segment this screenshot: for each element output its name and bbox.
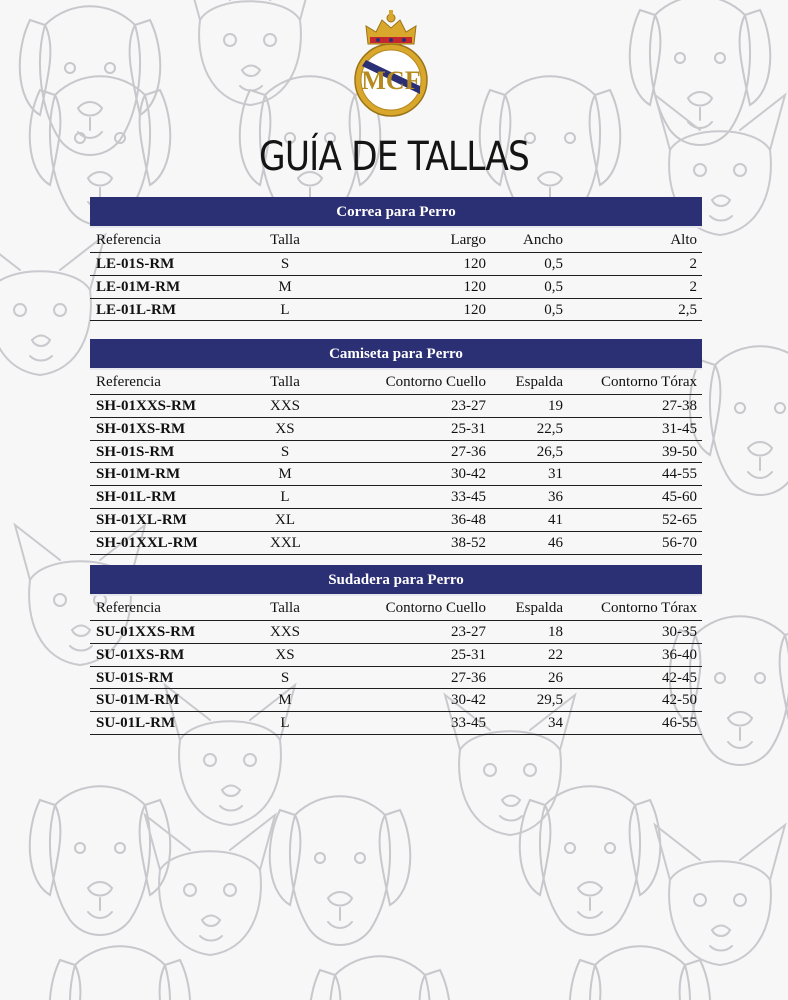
cell-cuello: 23-27	[451, 624, 486, 640]
cell-torax: 44-55	[662, 466, 697, 483]
cell-ancho: 0,5	[544, 256, 563, 272]
table-row	[90, 276, 702, 299]
header-contorno-torax: Contorno Tórax	[601, 600, 697, 616]
club-crest-logo	[352, 10, 430, 118]
cell-ref: LE-01S-RM	[96, 256, 175, 272]
cell-espalda: 19	[548, 398, 563, 414]
cell-espalda: 26	[548, 669, 563, 686]
cell-talla: S	[280, 443, 290, 460]
cell-ref: SH-01XXL-RM	[96, 534, 198, 551]
cell-espalda: 29,5	[536, 692, 563, 709]
table-row	[90, 253, 702, 276]
cell-talla: S	[280, 256, 290, 272]
cell-torax: 42-45	[662, 669, 697, 686]
header-talla: Talla	[270, 374, 300, 390]
cell-cuello: 36-48	[451, 511, 486, 528]
table-row	[90, 532, 702, 555]
cell-ref: SU-01XXS-RM	[96, 624, 196, 640]
table-sudadera	[90, 565, 702, 735]
cell-ref: SH-01S-RM	[96, 443, 175, 460]
cell-espalda: 34	[548, 715, 563, 732]
cell-espalda: 36	[548, 489, 563, 506]
cell-cuello: 30-42	[451, 466, 486, 483]
cell-alto: 2,5	[678, 301, 697, 318]
cell-largo: 120	[463, 278, 486, 295]
cell-torax: 56-70	[662, 534, 697, 551]
header-referencia: Referencia	[96, 600, 161, 616]
header-ancho: Ancho	[523, 232, 563, 248]
cell-ref: SH-01L-RM	[96, 489, 176, 506]
cell-ref: SH-01XL-RM	[96, 511, 187, 528]
table-row	[90, 441, 702, 464]
svg-text:MCF: MCF	[361, 66, 421, 95]
table-title: Camiseta para Perro	[90, 339, 702, 370]
cell-cuello: 30-42	[451, 692, 486, 709]
table-row	[90, 667, 702, 690]
table-header-row	[90, 370, 702, 395]
cell-largo: 120	[463, 301, 486, 318]
table-row	[90, 395, 702, 418]
cell-torax: 31-45	[662, 420, 697, 437]
cell-talla: XS	[275, 420, 295, 437]
cell-cuello: 33-45	[451, 489, 486, 506]
cell-ancho: 0,5	[544, 278, 563, 295]
cell-espalda: 41	[548, 511, 563, 528]
header-alto: Alto	[670, 232, 697, 248]
cell-torax: 39-50	[662, 443, 697, 460]
cell-ref: SH-01XXS-RM	[96, 398, 196, 414]
cell-ref: SU-01L-RM	[96, 715, 176, 732]
cell-torax: 45-60	[662, 489, 697, 506]
table-row	[90, 644, 702, 667]
cell-talla: L	[280, 489, 290, 506]
table-header-row	[90, 228, 702, 253]
cell-talla: L	[280, 715, 290, 732]
cell-largo: 120	[463, 256, 486, 272]
cell-ref: LE-01L-RM	[96, 301, 176, 318]
cell-ref: SU-01XS-RM	[96, 646, 185, 663]
table-row	[90, 463, 702, 486]
cell-talla: XXS	[270, 624, 301, 640]
cell-talla: XXL	[270, 534, 301, 551]
cell-ref: SH-01XS-RM	[96, 420, 186, 437]
header-talla: Talla	[270, 232, 300, 248]
cell-ref: SU-01M-RM	[96, 692, 180, 709]
page-title: GUÍA DE TALLAS	[259, 134, 529, 180]
cell-talla: XS	[275, 646, 295, 663]
cell-torax: 36-40	[662, 646, 697, 663]
table-row	[90, 418, 702, 441]
cell-espalda: 22	[548, 646, 563, 663]
header-contorno-cuello: Contorno Cuello	[385, 600, 486, 616]
cell-torax: 46-55	[662, 715, 697, 732]
cell-cuello: 27-36	[451, 669, 486, 686]
table-row	[90, 689, 702, 712]
cell-talla: S	[280, 669, 290, 686]
cell-alto: 2	[689, 278, 697, 295]
table-row	[90, 299, 702, 322]
table-title: Correa para Perro	[90, 197, 702, 228]
cell-ref: SU-01S-RM	[96, 669, 174, 686]
header-espalda: Espalda	[515, 600, 563, 616]
table-row	[90, 509, 702, 532]
cell-cuello: 33-45	[451, 715, 486, 732]
cell-ref: SH-01M-RM	[96, 466, 181, 483]
table-row	[90, 621, 702, 644]
cell-ref: LE-01M-RM	[96, 278, 181, 295]
cell-espalda: 31	[548, 466, 563, 483]
cell-cuello: 38-52	[451, 534, 486, 551]
table-header-row	[90, 596, 702, 621]
cell-torax: 52-65	[662, 511, 697, 528]
header-referencia: Referencia	[96, 232, 161, 248]
table-row	[90, 486, 702, 509]
cell-espalda: 22,5	[536, 420, 563, 437]
table-row	[90, 712, 702, 735]
cell-espalda: 18	[548, 624, 563, 640]
cell-alto: 2	[689, 256, 697, 272]
table-camiseta	[90, 339, 702, 555]
header-largo: Largo	[450, 232, 486, 248]
cell-torax: 30-35	[662, 624, 697, 640]
header-espalda: Espalda	[515, 374, 563, 390]
header-talla: Talla	[270, 600, 300, 616]
cell-ancho: 0,5	[544, 301, 563, 318]
cell-talla: M	[278, 692, 292, 709]
cell-talla: M	[278, 466, 292, 483]
cell-talla: XXS	[270, 398, 301, 414]
table-correa	[90, 197, 702, 321]
cell-torax: 27-38	[662, 398, 697, 414]
cell-cuello: 27-36	[451, 443, 486, 460]
cell-cuello: 25-31	[451, 646, 486, 663]
header-referencia: Referencia	[96, 374, 161, 390]
cell-torax: 42-50	[662, 692, 697, 709]
cell-talla: L	[280, 301, 290, 318]
cell-talla: XL	[275, 511, 295, 528]
cell-espalda: 26,5	[536, 443, 563, 460]
header-contorno-torax: Contorno Tórax	[601, 374, 697, 390]
header-contorno-cuello: Contorno Cuello	[385, 374, 486, 390]
cell-talla: M	[278, 278, 292, 295]
cell-espalda: 46	[548, 534, 563, 551]
cell-cuello: 23-27	[451, 398, 486, 414]
table-title: Sudadera para Perro	[90, 565, 702, 596]
cell-cuello: 25-31	[451, 420, 486, 437]
